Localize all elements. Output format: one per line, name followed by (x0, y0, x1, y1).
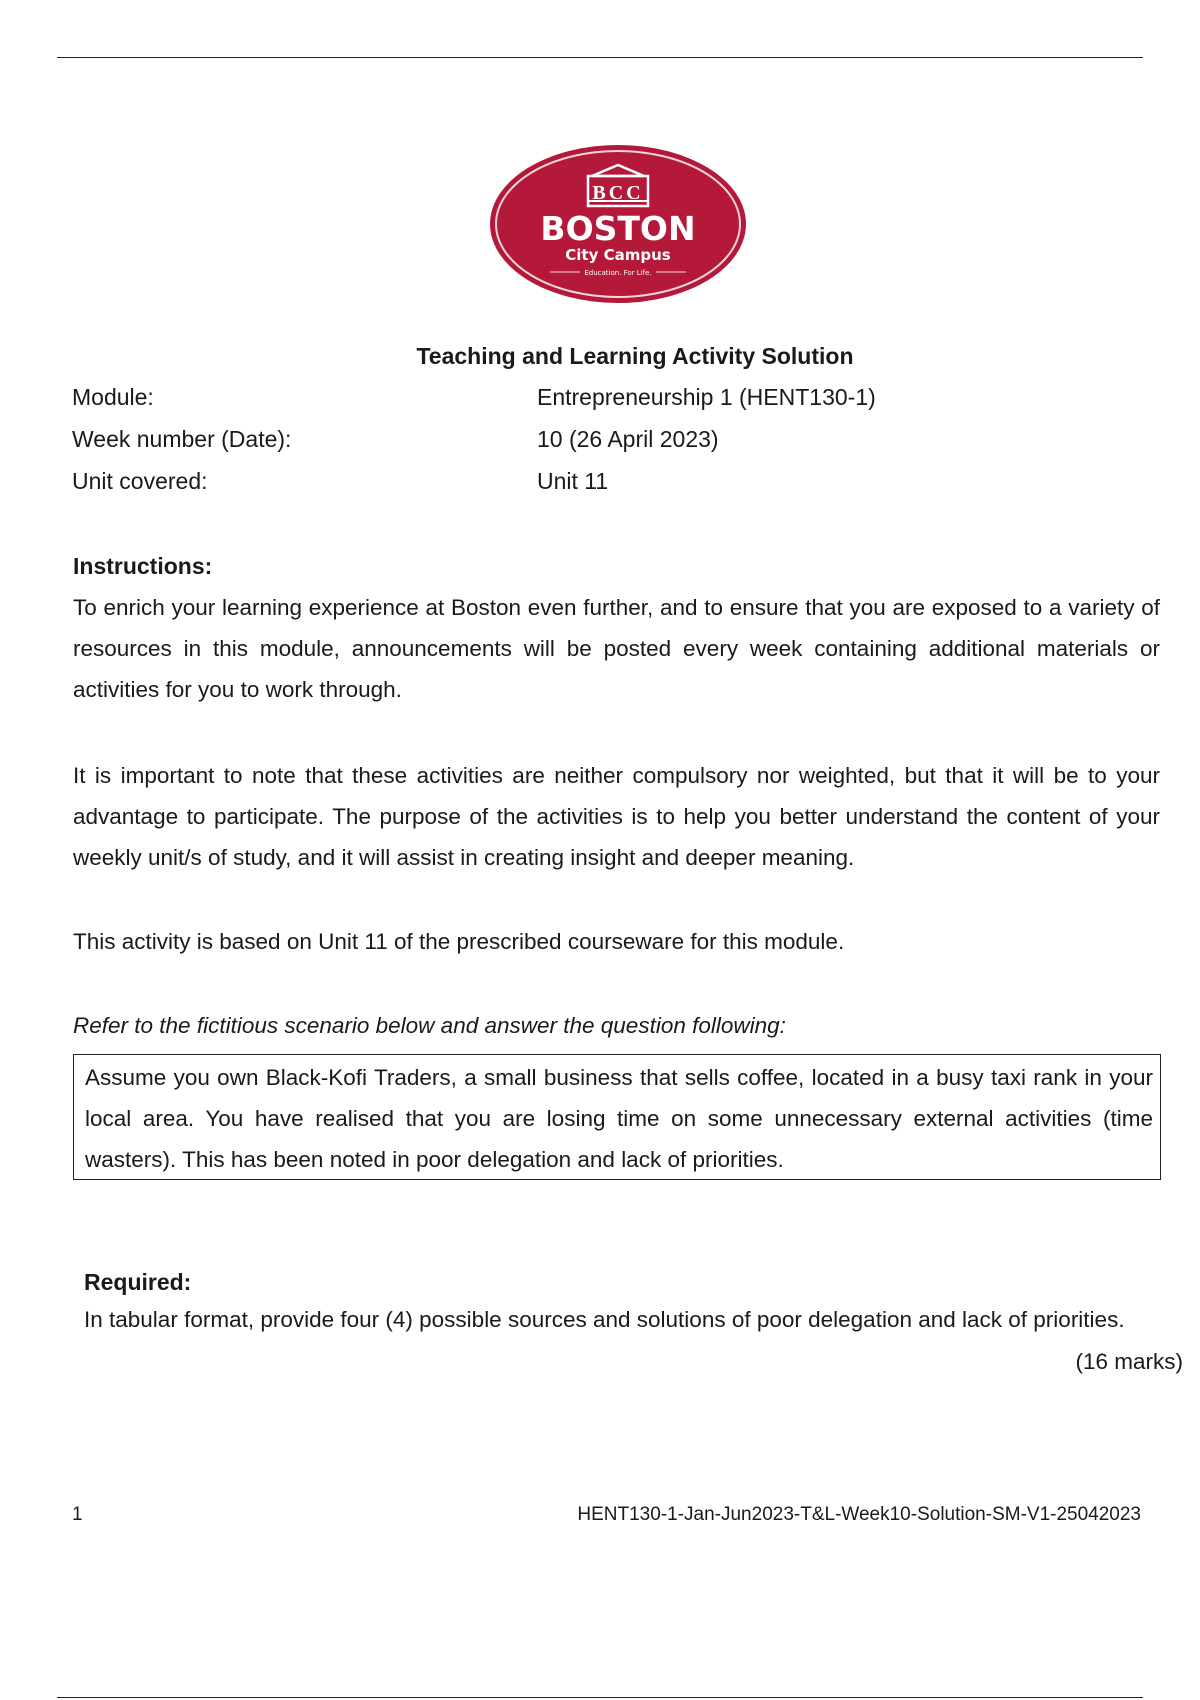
meta-label: Unit covered: (72, 468, 208, 494)
meta-row-unit (72, 468, 1072, 498)
page-number: 1 (72, 1504, 83, 1525)
meta-value: Entrepreneurship 1 (HENT130-1) (537, 384, 876, 410)
instructions-paragraph: To enrich your learning experience at Boston even further, and to ensure that you are exposed to a variety of resources in this module, announcements will be posted every week containing additional materials or activities for you to work through. (73, 595, 1160, 702)
required-text: In tabular format, provide four (4) possible sources and solutions of poor delegation and lack of priorities. (84, 1307, 1125, 1332)
instructions-paragraph: This activity is based on Unit 11 of the prescribed courseware for this module. (73, 929, 845, 954)
meta-row-module (72, 384, 1072, 414)
logo-subtitle: City Campus (565, 246, 671, 264)
meta-row-week (72, 426, 1072, 456)
logo-tagline: Education. For Life. (584, 269, 652, 277)
required-heading: Required: (84, 1269, 192, 1295)
boston-city-campus-logo (488, 143, 748, 305)
instructions-heading: Instructions: (73, 553, 213, 579)
top-rule (57, 57, 1143, 58)
scenario-box (73, 1054, 1161, 1180)
meta-value: Unit 11 (537, 468, 609, 494)
document-code: HENT130-1-Jan-Jun2023-T&L-Week10-Solution-SM-V1-25042023 (577, 1504, 1141, 1525)
meta-value: 10 (26 April 2023) (537, 426, 719, 452)
meta-label: Module: (72, 384, 154, 410)
logo-name: BOSTON (540, 209, 696, 248)
bottom-rule (57, 1697, 1143, 1698)
logo-monogram: BCC (592, 182, 644, 204)
scenario-intro: Refer to the fictitious scenario below and answer the question following: (73, 1013, 786, 1038)
scenario-text: Assume you own Black-Kofi Traders, a small business that sells coffee, located in a busy taxi rank in your local area. You have realised that you are losing time on some unnecessary external activities (time wasters). This has been noted in poor delegation and lack of priorities. (85, 1065, 1153, 1172)
meta-label: Week number (Date): (72, 426, 292, 452)
instructions-paragraph: It is important to note that these activities are neither compulsory nor weighted, but that it will be to your advantage to participate. The purpose of the activities is to help you better understand the content of your weekly unit/s of study, and it will assist in creating insight and deeper meaning. (73, 763, 1160, 870)
document-title: Teaching and Learning Activity Solution (416, 343, 854, 369)
marks-label: (16 marks) (1075, 1349, 1183, 1374)
